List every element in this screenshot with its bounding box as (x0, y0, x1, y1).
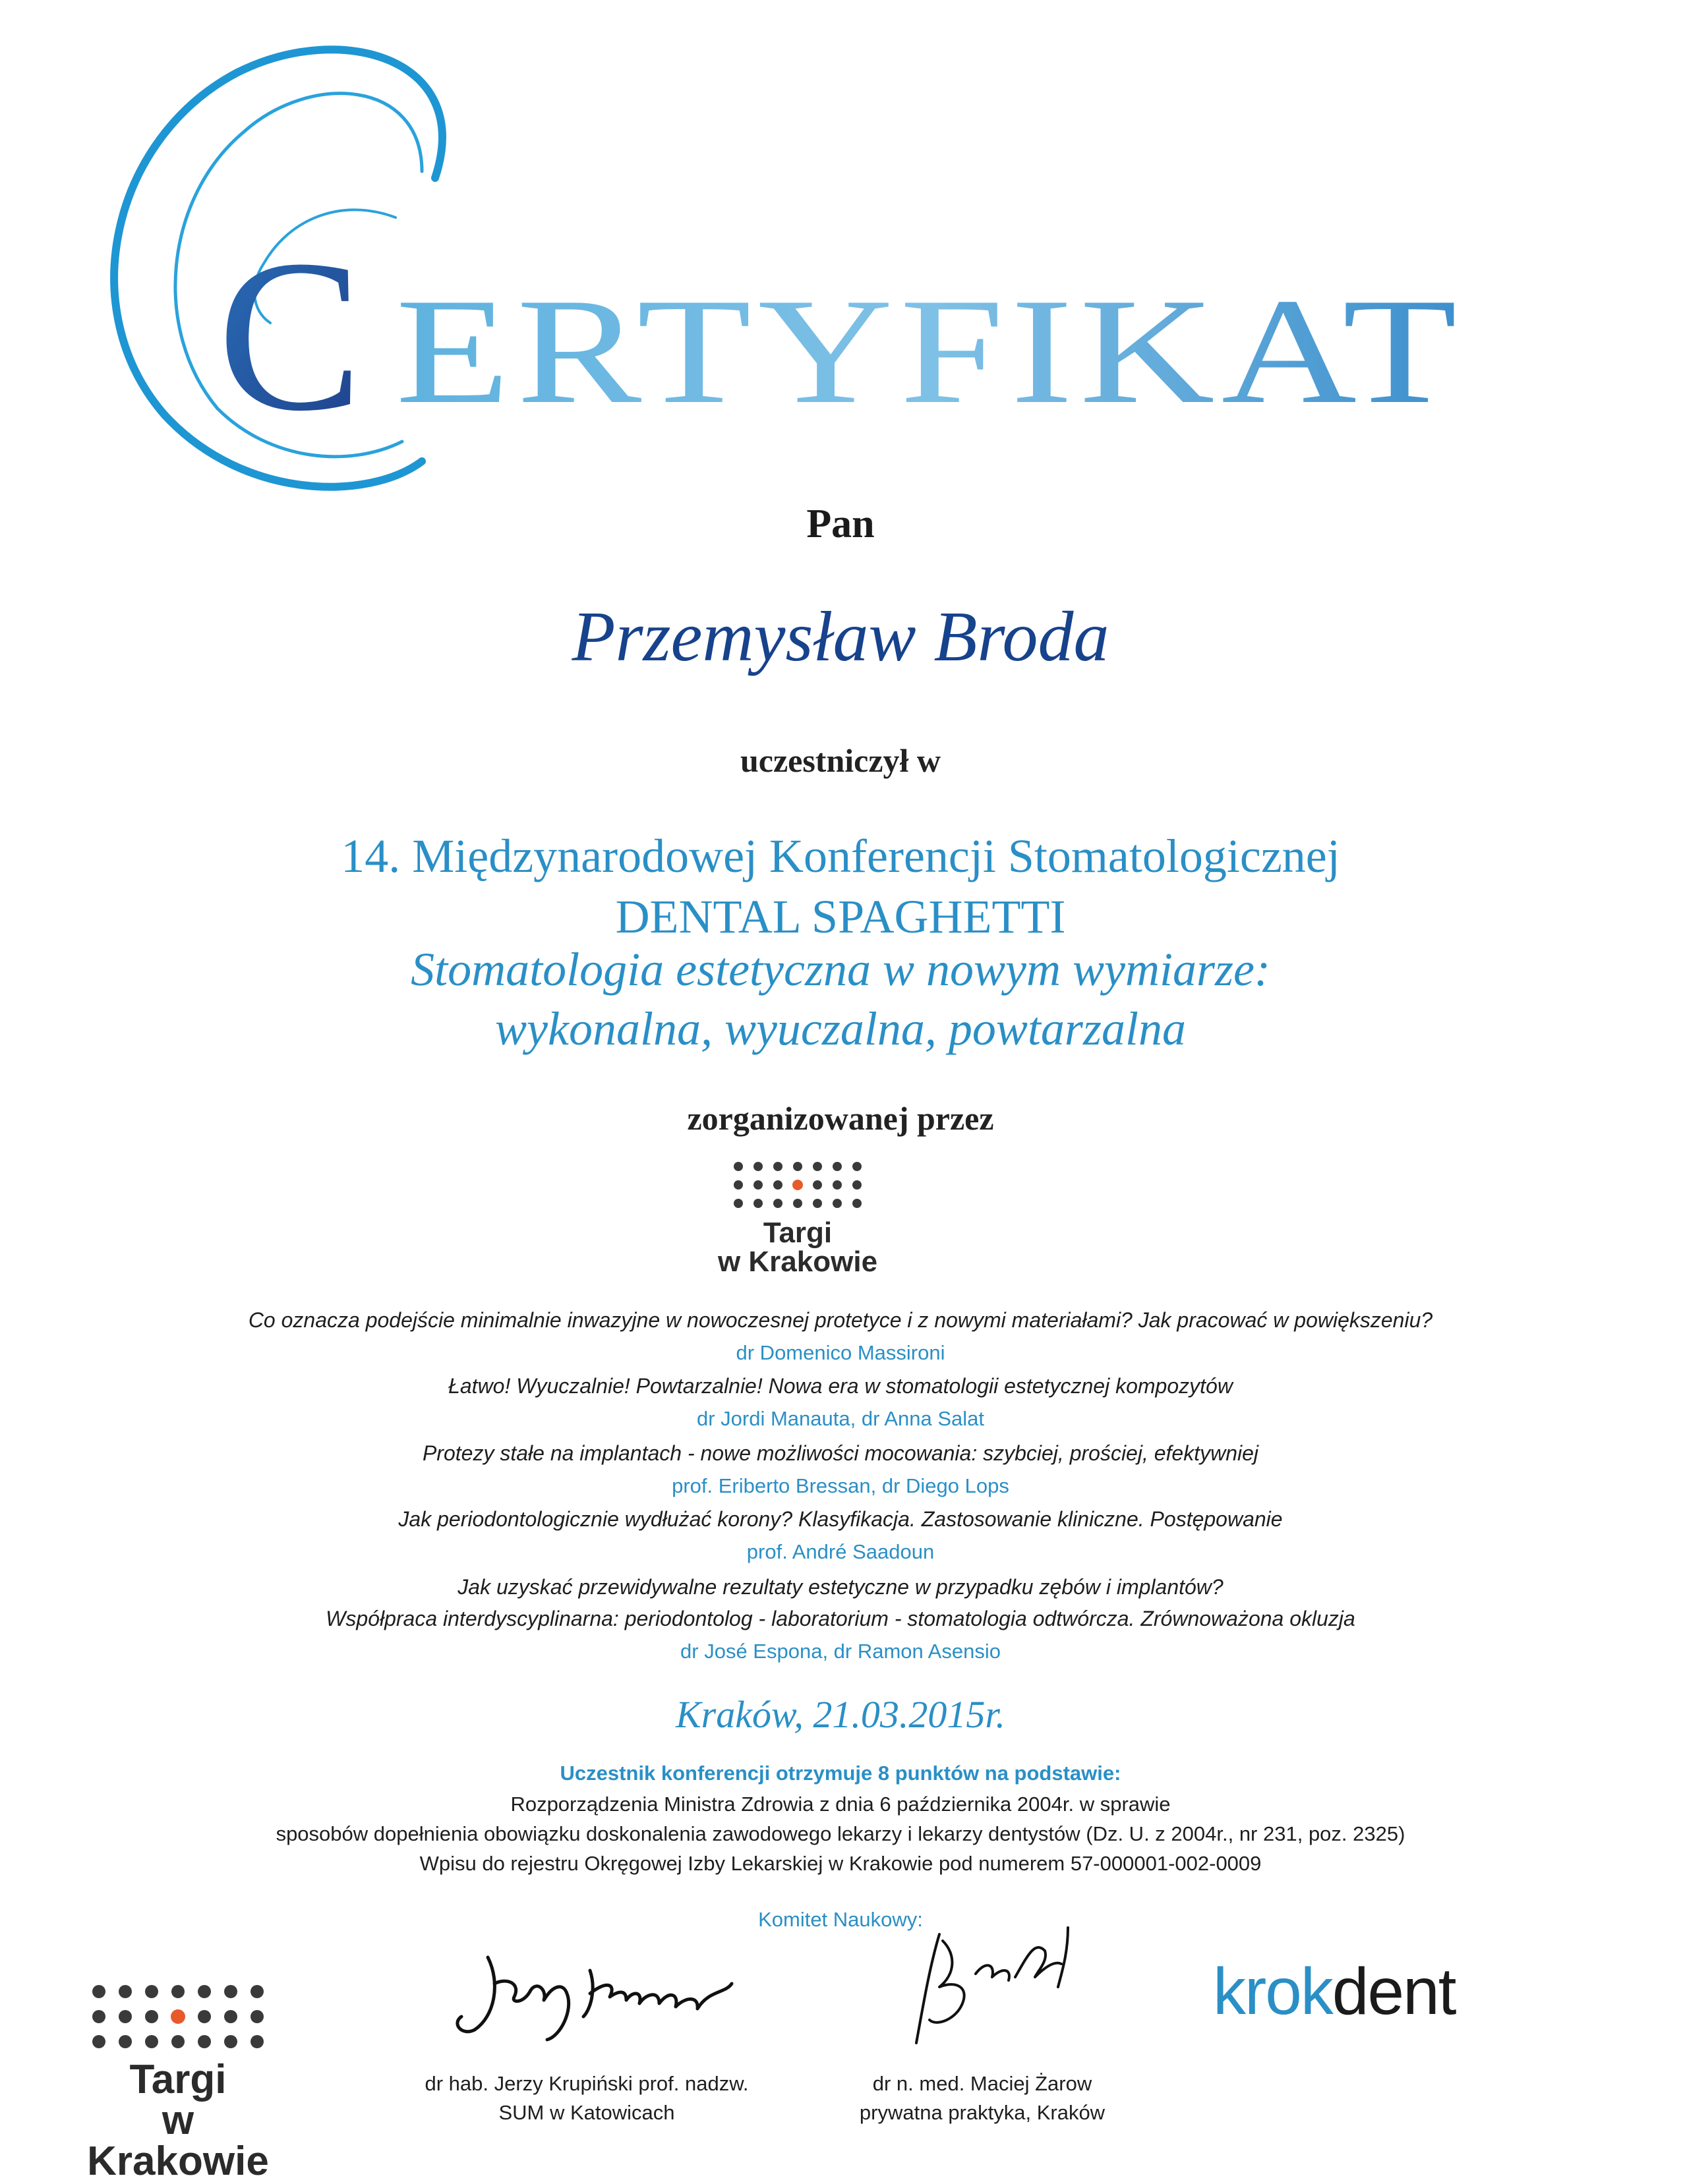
conference-name-line: 14. Międzynarodowej Konferencji Stomatologicznej (341, 830, 1340, 882)
committee-member-1-name: dr hab. Jerzy Krupiński prof. nadzw. (425, 2072, 749, 2095)
sponsor-logo (1213, 1954, 1456, 2030)
lecture-speaker: dr José Espona, dr Ramon Asensio (680, 1640, 1001, 1663)
sponsor-logo-part-2: dent (1332, 1955, 1456, 2028)
organizer-logo (699, 1160, 897, 1285)
lecture-speaker: prof. André Saadoun (746, 1540, 935, 1563)
lecture-title: Jak periodontologicznie wydłużać korony? Klasyfikacja. Zastosowanie kliniczne. Postępowanie (398, 1507, 1283, 1531)
committee-label: Komitet Naukowy: (758, 1908, 923, 1931)
certificate-date: Kraków, 21.03.2015r. (675, 1693, 1006, 1736)
lecture-speaker: dr Domenico Massironi (736, 1341, 945, 1364)
logo-dots-icon (699, 1160, 897, 1213)
points-basis-line-1: Rozporządzenia Ministra Zdrowia z dnia 6 października 2004r. w sprawie (510, 1793, 1171, 1816)
lecture-speaker: prof. Eriberto Bressan, dr Diego Lops (672, 1474, 1009, 1497)
organizer-label: zorganizowanej przez (687, 1100, 994, 1137)
footer-organizer-logo (66, 1984, 290, 2182)
logo-dots-icon (66, 1984, 290, 2050)
signature-krupinski (448, 1944, 745, 2050)
footer-logo-text-line-2: w Krakowie (87, 2098, 269, 2184)
lecture-title: Łatwo! Wyuczalnie! Powtarzalnie! Nowa era w stomatologii estetycznej kompozytów (448, 1374, 1233, 1398)
footer-logo-text-line-1: Targi (129, 2057, 227, 2102)
points-basis-line-2: sposobów dopełnienia obowiązku doskonalenia zawodowego lekarzy i lekarzy dentystów (Dz. U. z 2004r., nr 231, poz. 2325) (276, 1822, 1405, 1845)
committee-member-1-affiliation: SUM w Katowicach (498, 2101, 675, 2124)
conference-subtitle-line-2: wykonalna, wyuczalna, powtarzalna (495, 1002, 1186, 1055)
participation-label: uczestniczył w (740, 742, 941, 779)
lecture-title-continued: Współpraca interdyscyplinarna: periodontolog - laboratorium - stomatologia odtwórcza. Zrównoważona okluzja (326, 1607, 1355, 1630)
signature-zarow (903, 1914, 1081, 2053)
title-rest: ERTYFIKAT (396, 267, 1463, 435)
logo-text-line-1: Targi (763, 1217, 833, 1249)
committee-member-2 (811, 2069, 1154, 2127)
sponsor-logo-part-1: krok (1213, 1955, 1332, 2028)
points-title: Uczestnik konferencji otrzymuje 8 punktów na podstawie: (560, 1762, 1121, 1785)
lecture-title: Protezy stałe na implantach - nowe możliwości mocowania: szybciej, prościej, efektywniej (422, 1441, 1259, 1465)
lecture-title: Jak uzyskać przewidywalne rezultaty estetyczne w przypadku zębów i implantów? (457, 1575, 1224, 1599)
committee-member-2-name: dr n. med. Maciej Żarow (872, 2072, 1092, 2095)
lecture-title: Co oznacza podejście minimalnie inwazyjne w nowoczesnej protetyce i z nowymi materiałami? Jak pracować w powiększeniu? (248, 1308, 1433, 1332)
points-basis-line-3: Wpisu do rejestru Okręgowej Izby Lekarskiej w Krakowie pod numerem 57-000001-002-0009 (419, 1852, 1262, 1875)
title-initial: C (218, 216, 363, 456)
committee-member-1 (369, 2069, 804, 2127)
recipient-name: Przemysław Broda (572, 598, 1109, 676)
lecture-speaker: dr Jordi Manauta, dr Anna Salat (697, 1407, 984, 1430)
salutation: Pan (806, 502, 875, 546)
certificate-title-graphic (0, 0, 1681, 514)
conference-subtitle-line-1: Stomatologia estetyczna w nowym wymiarze: (411, 943, 1270, 996)
committee-member-2-affiliation: prywatna praktyka, Kraków (859, 2101, 1106, 2124)
logo-text-line-2: w Krakowie (717, 1246, 878, 1278)
conference-title-line: DENTAL SPAGHETTI (615, 890, 1066, 943)
